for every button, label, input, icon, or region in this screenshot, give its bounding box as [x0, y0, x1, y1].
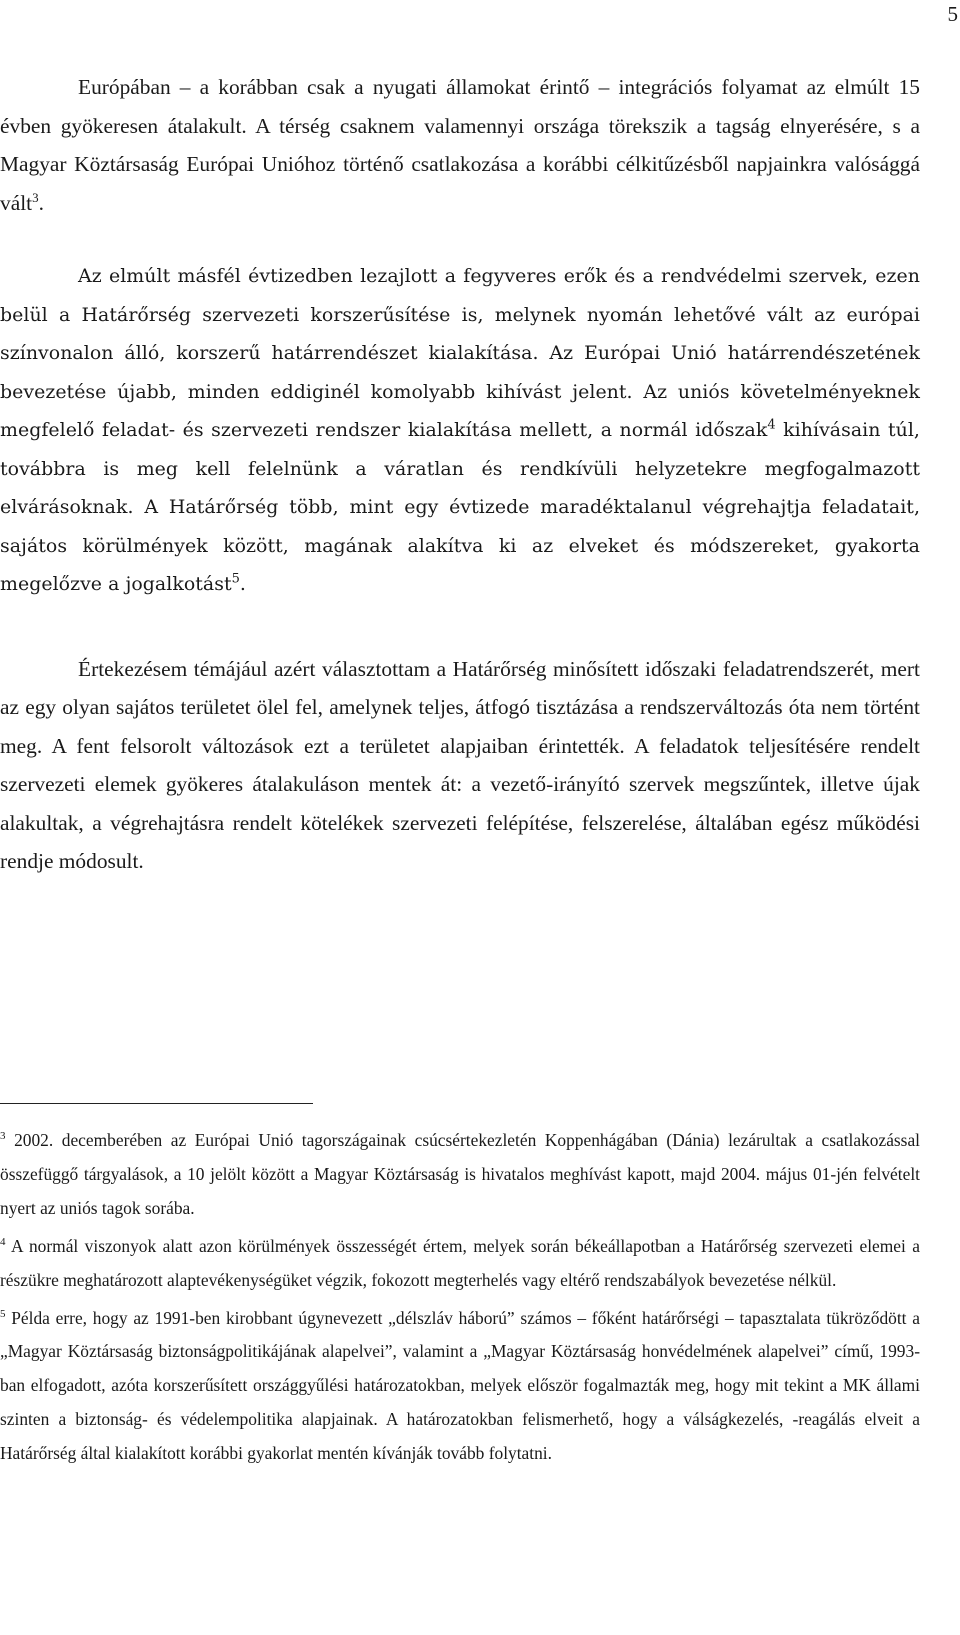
- footnote-number: 5: [0, 1307, 6, 1320]
- footnote-text: A normál viszonyok alatt azon körülmények összességét értem, melyek során békeállapotban a Határőrség szervezeti elemei a részükre meghatározott alaptevékenységüket végzik, fokozott megterhelés vagy eltérő rendszabályok bevezetése nélkül.: [0, 1235, 920, 1290]
- paragraph-3: [0, 650, 920, 881]
- paragraph-1: [0, 68, 920, 222]
- footnote-text: 2002. decemberében az Európai Unió tagországainak csúcsértekezletén Koppenhágában (Dánia) lezárultak a csatlakozással összefüggő tárgyalások, a 10 jelölt között a Magyar Köztársaság is hivatalos meghívást kapott, majd 2004. május 01-jén felvételt nyert az uniós tagok sorába.: [0, 1130, 920, 1218]
- footnote-5: [0, 1302, 920, 1472]
- paragraph-2: [0, 257, 920, 604]
- page-number: 5: [947, 2, 958, 26]
- paragraph-text: kihívásain túl, továbbra is meg kell felelnünk a váratlan és rendkívüli helyzetekre megfogalmazott elvárásoknak. A Határőrség több, mint egy évtizede maradéktalanul végrehajtja feladatait, sajátos körülmények között, magának alakítva ki az elveket és módszereket, gyakorta megelőzve a jogalkotást: [0, 419, 920, 595]
- paragraph-text: Az elmúlt másfél évtizedben lezajlott a fegyveres erők és a rendvédelmi szervek, ezen belül a Határőrség szervezeti korszerűsítése is, melynek nyomán lehetővé vált az európai színvonalon álló, korszerű határrendészet kialakítása. Az Európai Unió határrendészetének bevezetése újabb, minden eddiginél komolyabb kihívást jelent. Az uniós követelményeknek megfelelő feladat- és szervezeti rendszer kialakítása mellett, a normál időszak: [0, 265, 920, 441]
- paragraph-text: .: [239, 573, 246, 595]
- footnote-separator: [0, 1103, 313, 1104]
- paragraph-text: Európában – a korábban csak a nyugati államokat érintő – integrációs folyamat az elmúlt 15 évben gyökeresen átalakult. A térség csaknem valamennyi országa törekszik a tagság elnyerésére, s a Magyar Köztársaság Európai Unióhoz történő csatlakozása a korábbi célkitűzésből napjainkra valósággá vált: [0, 75, 920, 215]
- footnote-text: Példa erre, hogy az 1991-ben kirobbant úgynevezett „délszláv háború” számos – főként határőrségi – tapasztalata tükröződött a „Magyar Köztársaság biztonságpolitikájának alapelvei”, valamint a „Magyar Köztársaság honvédelmének alapelvei” című, 1993-ban elfogadott, azóta korszerűsített országgyűlési határozatokban, melyek először fogalmazták meg, hogy mit tekint a MK állami szinten a biztonság- és védelempolitika alapjainak. A határozatokban felismerhető, hogy a válságkezelés, -reagálás elveit a Határőrség által kialakított korábbi gyakorlat mentén kívánják tovább folytatni.: [0, 1307, 920, 1464]
- footnote-ref-4[interactable]: 4: [767, 417, 776, 433]
- footnote-number: 3: [0, 1130, 6, 1143]
- footnote-4: [0, 1230, 920, 1298]
- footnote-ref-3[interactable]: 3: [32, 189, 39, 205]
- footnote-ref-5[interactable]: 5: [231, 571, 240, 587]
- paragraph-text: .: [38, 190, 44, 215]
- body-text: [0, 68, 920, 881]
- footnotes: [0, 1124, 920, 1475]
- paragraph-text: Értekezésem témájául azért választottam a Határőrség minősített időszaki feladatrendszerét, mert az egy olyan sajátos területet ölel fel, amelynek teljes, átfogó tisztázása a rendszerváltozás óta nem történt meg. A fent felsorolt változások ezt a területet alapjaiban érintették. A feladatok teljesítésére rendelt szervezeti elemek gyökeres átalakuláson mentek át: a vezető-irányító szervek megszűntek, illetve újak alakultak, a végrehajtásra rendelt kötelékek szervezeti felépítése, felszerelése, általában egész működési rendje módosult.: [0, 656, 920, 873]
- footnote-number: 4: [0, 1235, 6, 1248]
- footnote-3: [0, 1124, 920, 1226]
